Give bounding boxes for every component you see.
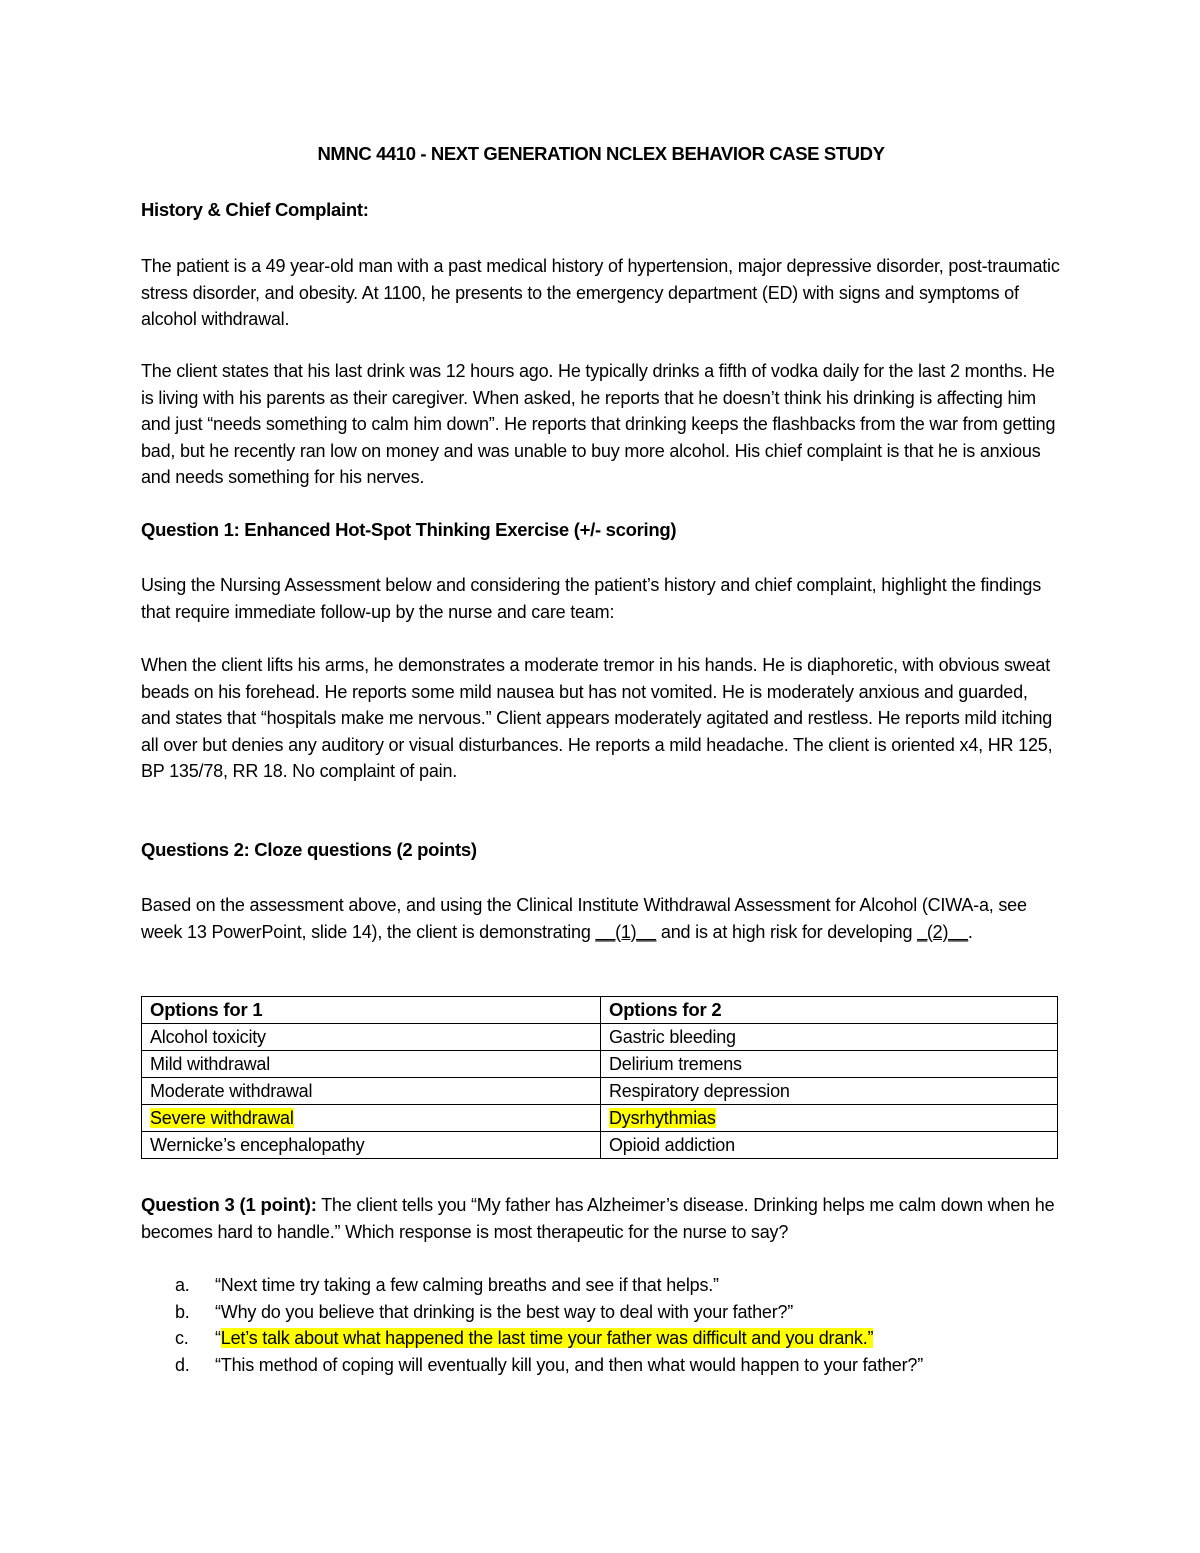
cloze-prompt bbox=[141, 892, 1061, 945]
choice-quote-open: “ bbox=[215, 1328, 221, 1348]
option-1-cell-selected[interactable] bbox=[142, 1105, 601, 1132]
list-item[interactable] bbox=[141, 1352, 1061, 1379]
option-1-text: Mild withdrawal bbox=[150, 1054, 271, 1074]
history-text-1: The patient is a 49 year-old man with a past medical history of hypertension, major depressive disorder, post-traumatic stress disorder, and obesity. At 1100, he presents to the emergency department (ED) with signs and symptoms of alcohol withdrawal. bbox=[141, 256, 1060, 329]
option-2-cell[interactable] bbox=[601, 1051, 1058, 1078]
choice-text: “Next time try taking a few calming breaths and see if that helps.” bbox=[215, 1275, 719, 1295]
option-2-text: Delirium tremens bbox=[609, 1054, 742, 1074]
option-2-cell[interactable] bbox=[601, 1078, 1058, 1105]
question-1-heading: Question 1: Enhanced Hot-Spot Thinking Exercise (+/- scoring) bbox=[141, 519, 677, 540]
cloze-blank-1: __(1)__ bbox=[595, 921, 657, 942]
cloze-blank-2: _(2)__ bbox=[917, 921, 968, 942]
cloze-text-b: and is at high risk for developing bbox=[656, 921, 918, 942]
choice-text-highlighted: Let’s talk about what happened the last time your father was difficult and you drank.” bbox=[220, 1328, 874, 1348]
option-2-text-highlighted: Dysrhythmias bbox=[609, 1108, 716, 1128]
option-1-text-highlighted: Severe withdrawal bbox=[150, 1108, 294, 1128]
choice-text: “This method of coping will eventually kill you, and then what would happen to your father?” bbox=[215, 1354, 924, 1375]
option-1-cell[interactable] bbox=[142, 1024, 601, 1051]
choice-letter: a. bbox=[175, 1275, 190, 1295]
choice-letter: b. bbox=[175, 1301, 190, 1322]
list-item[interactable] bbox=[141, 1272, 1061, 1299]
history-paragraph-2 bbox=[141, 358, 1061, 491]
table-row bbox=[142, 1105, 1058, 1132]
cloze-text-a: Based on the assessment above, and using the Clinical Institute Withdrawal Assessment for Alcohol (CIWA-a, see week 13 PowerPoint, slide 14), the client is demonstrating bbox=[141, 895, 1027, 942]
option-2-cell[interactable] bbox=[601, 1132, 1058, 1159]
cloze-text bbox=[141, 892, 1061, 945]
history-paragraph-1 bbox=[141, 253, 1061, 333]
option-2-text: Gastric bleeding bbox=[609, 1027, 736, 1047]
option-1-cell[interactable] bbox=[142, 1051, 601, 1078]
table-row bbox=[142, 1051, 1058, 1078]
option-1-text: Moderate withdrawal bbox=[150, 1081, 313, 1101]
choice-letter: d. bbox=[175, 1354, 190, 1375]
choice-text: “Why do you believe that drinking is the best way to deal with your father?” bbox=[215, 1301, 794, 1322]
question-1-instructions bbox=[141, 572, 1061, 625]
document-title: NMNC 4410 - NEXT GENERATION NCLEX BEHAVIOR CASE STUDY bbox=[317, 143, 885, 164]
option-1-text: Wernicke’s encephalopathy bbox=[150, 1135, 365, 1155]
question-1-instructions-text: Using the Nursing Assessment below and considering the patient’s history and chief complaint, highlight the findings that require immediate follow-up by the nurse and care team: bbox=[141, 575, 1042, 622]
option-2-cell[interactable] bbox=[601, 1024, 1058, 1051]
cloze-text-c: . bbox=[967, 921, 973, 942]
list-item[interactable] bbox=[141, 1299, 1061, 1326]
question-2-heading: Questions 2: Cloze questions (2 points) bbox=[141, 839, 477, 860]
history-heading: History & Chief Complaint: bbox=[141, 199, 369, 220]
options-2-header: Options for 2 bbox=[601, 997, 1058, 1024]
option-2-text: Opioid addiction bbox=[609, 1135, 735, 1155]
options-1-header: Options for 1 bbox=[142, 997, 601, 1024]
option-1-cell[interactable] bbox=[142, 1132, 601, 1159]
option-2-text: Respiratory depression bbox=[609, 1081, 790, 1101]
options-table bbox=[141, 996, 1058, 1159]
list-item-selected[interactable] bbox=[141, 1325, 1061, 1352]
table-row bbox=[142, 1024, 1058, 1051]
question-3 bbox=[141, 1192, 1061, 1245]
question-3-prompt: The client tells you “My father has Alzheimer’s disease. Drinking helps me calm down when he becomes hard to handle.” Which response is most therapeutic for the nurse to say? bbox=[141, 1195, 1055, 1242]
history-text-2: The client states that his last drink was 12 hours ago. He typically drinks a fifth of vodka daily for the last 2 months. He is living with his parents as their caregiver. When asked, he reports that he doesn’t think his drinking is affecting him and just “needs something to calm him down”. He reports that drinking keeps the flashbacks from the war from getting bad, but he recently ran low on money and was unable to buy more alcohol. His chief complaint is that he is anxious and needs something for his nerves. bbox=[141, 361, 1056, 487]
nursing-assessment-text: When the client lifts his arms, he demonstrates a moderate tremor in his hands. He is diaphoretic, with obvious sweat beads on his forehead. He reports some mild nausea but has not vomited. He is moderately anxious and guarded, and states that “hospitals make me nervous.” Client appears moderately agitated and restless. He reports mild itching all over but denies any auditory or visual disturbances. He reports a mild headache. The client is oriented x4, HR 125, BP 135/78, RR 18. No complaint of pain. bbox=[141, 655, 1053, 781]
table-row bbox=[142, 1078, 1058, 1105]
choice-letter: c. bbox=[175, 1328, 189, 1348]
table-row bbox=[142, 1132, 1058, 1159]
options-table-header-row bbox=[142, 997, 1058, 1024]
question-3-choices bbox=[141, 1272, 1061, 1378]
option-1-text: Alcohol toxicity bbox=[150, 1027, 266, 1047]
question-3-lead: Question 3 (1 point): bbox=[141, 1194, 317, 1215]
option-1-cell[interactable] bbox=[142, 1078, 601, 1105]
option-2-cell-selected[interactable] bbox=[601, 1105, 1058, 1132]
nursing-assessment bbox=[141, 652, 1061, 785]
